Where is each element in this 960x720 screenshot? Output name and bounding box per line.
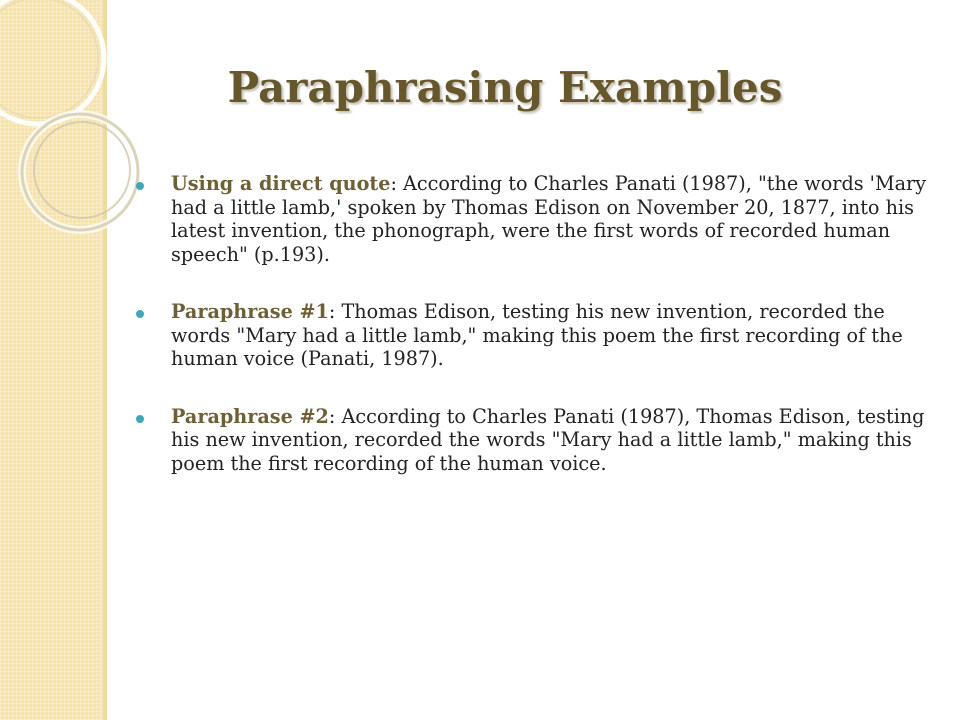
bullet-text: [171, 300, 934, 371]
bullet-lead: Paraphrase #2: [171, 404, 329, 428]
bullet-icon: [136, 182, 144, 190]
bullet-direct-quote: [134, 172, 934, 266]
bullet-paraphrase-1: [134, 300, 934, 371]
bullet-body: : Thomas Edison, testing his new invention, recorded the words "Mary had a little lamb," making this poem the first recording of the human voice (Panati, 1987).: [171, 300, 903, 370]
bullet-paraphrase-2: [134, 405, 934, 476]
middle-ring-inner: [34, 122, 130, 218]
bullet-icon: [136, 310, 144, 318]
bullet-icon: [136, 415, 144, 423]
middle-ring: [22, 114, 138, 230]
bullet-lead: Paraphrase #1: [171, 300, 329, 323]
bullet-lead: Using a direct quote: [171, 172, 391, 195]
bullet-list: [134, 172, 934, 509]
bullet-body: : According to Charles Panati (1987), Thomas Edison, testing his new invention, recorded the words "Mary had a little lamb," making this poem the first recording of the human voice.: [171, 404, 925, 475]
bullet-body: : According to Charles Panati (1987), "the words 'Mary had a little lamb,' spoken by Thomas Edison on November 20, 1877, into his latest invention, the phonograph, were the first words of recorded human speech" (p.193).: [171, 172, 927, 266]
bullet-text: [171, 405, 934, 476]
slide-title: Paraphrasing Examples: [227, 63, 783, 112]
bullet-text: [171, 172, 934, 266]
